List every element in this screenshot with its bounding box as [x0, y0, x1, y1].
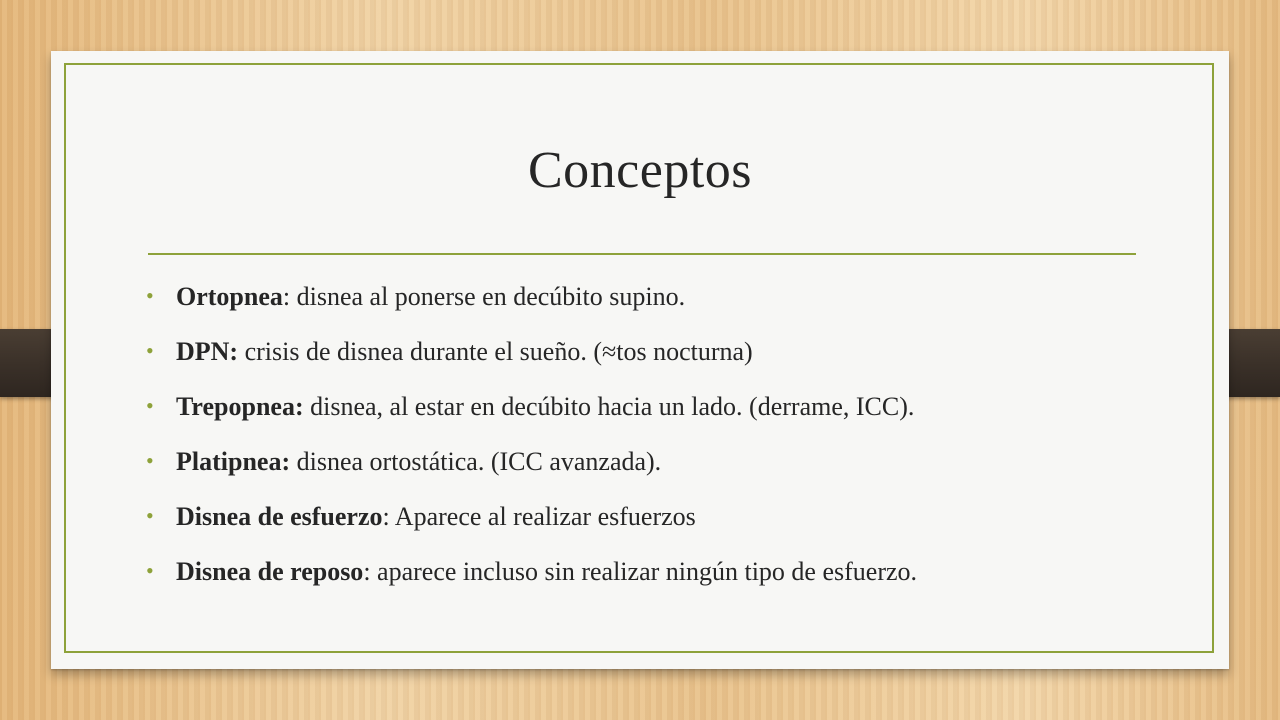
list-item-definition: disnea, al estar en decúbito hacia un lado. (derrame, ICC).	[303, 392, 915, 421]
list-item	[146, 496, 1196, 551]
list-item-term: DPN:	[176, 337, 239, 366]
list-item-term: Platipnea:	[176, 447, 291, 476]
list-item	[146, 276, 1196, 331]
bullet-dot-icon: •	[146, 283, 154, 308]
list-item	[146, 441, 1196, 496]
list-item-definition: : disnea al ponerse en decúbito supino.	[282, 282, 686, 311]
list-item-text	[176, 551, 917, 593]
list-item-term: Disnea de reposo	[176, 557, 364, 586]
list-item-text	[176, 496, 696, 538]
list-item-term: Disnea de esfuerzo	[176, 502, 383, 531]
title-divider	[148, 253, 1136, 255]
list-item-definition: : Aparece al realizar esfuerzos	[382, 502, 696, 531]
bullet-dot-icon: •	[146, 448, 154, 473]
list-item-term: Trepopnea:	[176, 392, 304, 421]
list-item-definition: crisis de disnea durante el sueño. (≈tos nocturna)	[238, 337, 753, 366]
list-item	[146, 331, 1196, 386]
list-item-text	[176, 386, 914, 428]
bullet-dot-icon: •	[146, 338, 154, 363]
bullet-dot-icon: •	[146, 503, 154, 528]
list-item-text	[176, 276, 685, 318]
list-item-definition: : aparece incluso sin realizar ningún tipo de esfuerzo.	[363, 557, 918, 586]
list-item	[146, 551, 1196, 606]
slide-paper	[51, 51, 1229, 669]
list-item-definition: disnea ortostática. (ICC avanzada).	[290, 447, 662, 476]
list-item-term: Ortopnea	[176, 282, 283, 311]
bullet-dot-icon: •	[146, 558, 154, 583]
slide-title: Conceptos	[527, 142, 753, 199]
list-item-text	[176, 331, 753, 373]
list-item-text	[176, 441, 661, 483]
bullet-dot-icon: •	[146, 393, 154, 418]
list-item	[146, 386, 1196, 441]
concept-list	[146, 276, 1196, 606]
